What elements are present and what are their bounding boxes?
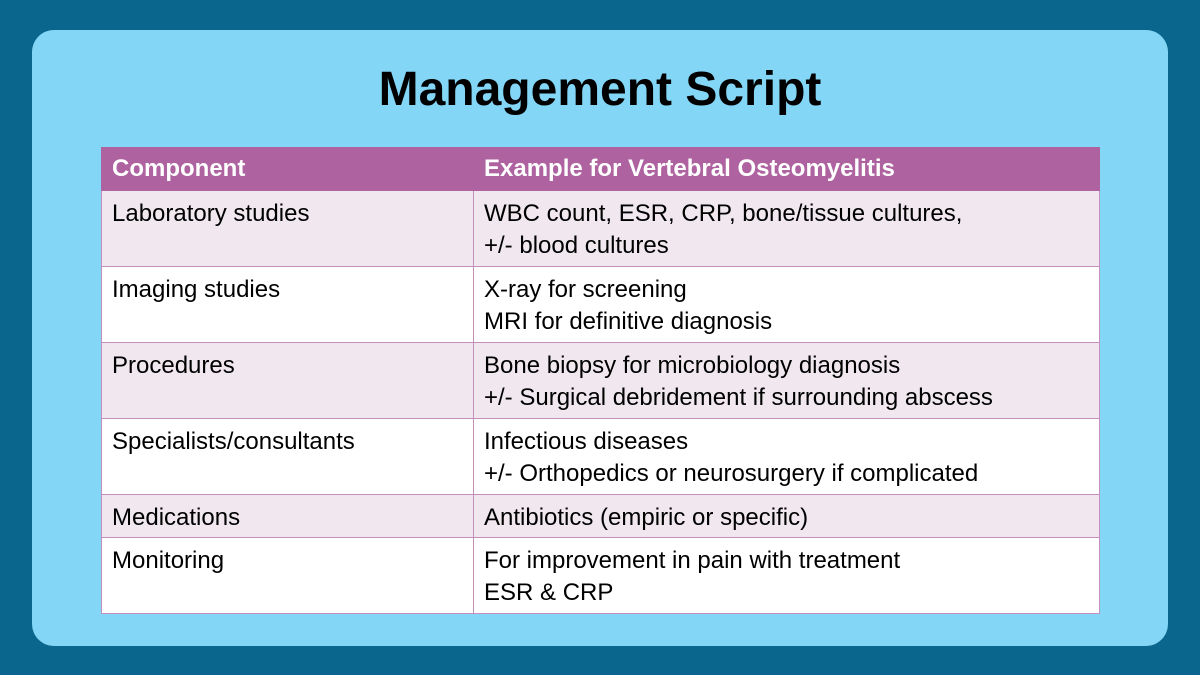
- example-line: WBC count, ESR, CRP, bone/tissue cultures,: [484, 200, 963, 227]
- cell-component: Laboratory studies: [102, 191, 474, 267]
- table-row-imaging-studies: [102, 267, 1100, 343]
- cell-component: Procedures: [102, 343, 474, 419]
- slide-title: Management Script: [378, 63, 822, 116]
- example-line: +/- Orthopedics or neurosurgery if complicated: [484, 460, 979, 487]
- cell-component: Imaging studies: [102, 267, 474, 343]
- column-header-component: Component: [102, 148, 474, 191]
- example-line: MRI for definitive diagnosis: [484, 308, 773, 335]
- cell-component: Specialists/consultants: [102, 419, 474, 495]
- cell-example: [474, 191, 1100, 267]
- table-row-procedures: [102, 343, 1100, 419]
- cell-example: [474, 267, 1100, 343]
- cell-example: [474, 495, 1100, 538]
- table-row-specialists-consultants: [102, 419, 1100, 495]
- example-line: ESR & CRP: [484, 579, 614, 606]
- table-row-laboratory-studies: [102, 191, 1100, 267]
- table-header-row: [102, 148, 1100, 191]
- cell-example: [474, 419, 1100, 495]
- table-row-monitoring: [102, 538, 1100, 614]
- example-line: For improvement in pain with treatment: [484, 547, 901, 574]
- cell-example: [474, 538, 1100, 614]
- example-line: X-ray for screening: [484, 276, 687, 303]
- column-header-example: Example for Vertebral Osteomyelitis: [474, 148, 1100, 191]
- cell-component: Monitoring: [102, 538, 474, 614]
- example-line: +/- Surgical debridement if surrounding abscess: [484, 384, 993, 411]
- example-line: Antibiotics (empiric or specific): [484, 504, 809, 531]
- example-line: Infectious diseases: [484, 428, 689, 455]
- cell-component: Medications: [102, 495, 474, 538]
- table-row-medications: [102, 495, 1100, 538]
- cell-example: [474, 343, 1100, 419]
- example-line: +/- blood cultures: [484, 232, 669, 259]
- management-table: [101, 147, 1100, 614]
- example-line: Bone biopsy for microbiology diagnosis: [484, 352, 901, 379]
